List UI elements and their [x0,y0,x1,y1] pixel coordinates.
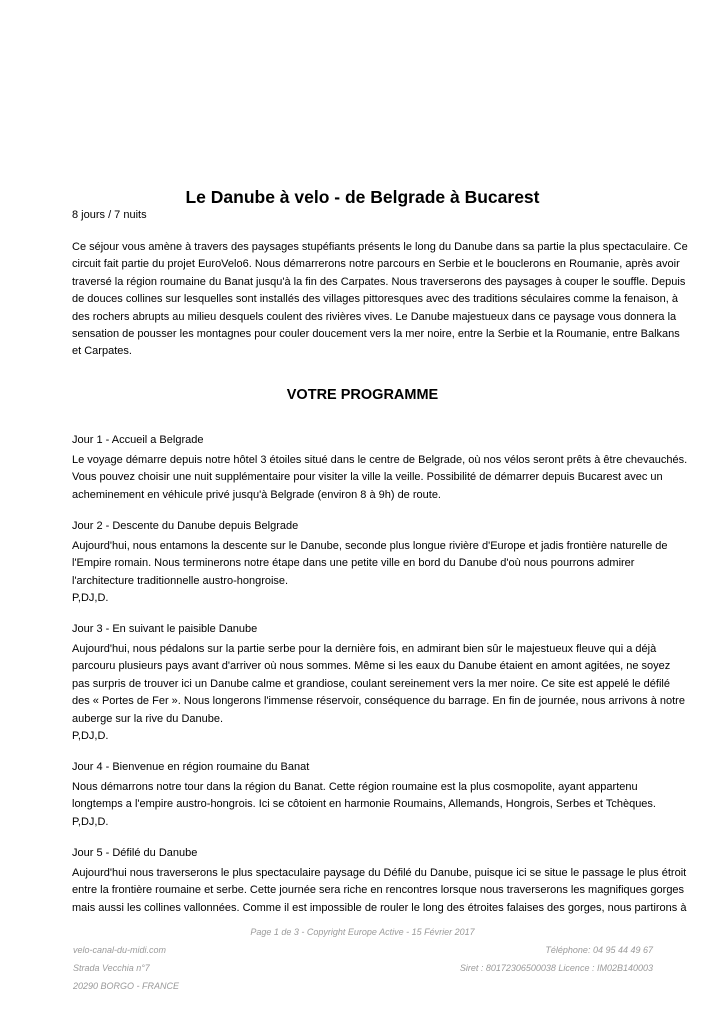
day-text-line: Nous démarrons notre tour dans la région du Banat. Cette région roumaine est la plus cosmopolite, ayant appartenu [72,781,638,793]
day-title: Jour 1 - Accueil a Belgrade [72,434,204,446]
day-text-line: P,DJ,D. [72,815,109,828]
day-text-line: l'Empire romain. Nous terminerons notre étape dans une petite ville en bord du Danube d'où nous pourrons admirer [72,557,635,570]
day-title: Jour 5 - Défilé du Danube [72,847,198,859]
intro-line: des rochers abrupts au milieu desquels coulent des rivières vives. Le Danube majestueux dans ce paysage vous donnera la [72,310,677,323]
day-text-line: P,DJ,D. [72,730,109,743]
day-5-section [72,846,692,917]
intro-line: sensation de pousser les montagnes pour couler doucement vers la mer noire, entre la Serbie et la Roumanie, entre Balkans [72,328,680,341]
trip-duration: 8 jours / 7 nuits [72,209,147,221]
footer-contact-right [460,941,653,977]
day-text-line: Aujourd'hui nous traverserons le plus spectaculaire paysage du Défilé du Danube, puisque ici se situe le passage le plus étroit [72,867,687,879]
day-title: Jour 3 - En suivant le paisible Danube [72,623,258,635]
day-2-section [72,519,692,608]
footer-phone: Téléphone: 04 95 44 49 67 [545,945,653,955]
intro-line: Ce séjour vous amène à travers des paysages stupéfiants présents le long du Danube dans sa partie la plus spectaculaire. Ce [72,241,688,253]
day-text-line: Le voyage démarre depuis notre hôtel 3 étoiles situé dans le centre de Belgrade, où nos vélos seront prêts à être chevauchés. [72,454,688,466]
day-4-section [72,760,692,831]
day-title: Jour 2 - Descente du Danube depuis Belgrade [72,520,299,532]
page-footer-info: Page 1 de 3 - Copyright Europe Active - 15 Février 2017 [250,927,475,937]
footer-address-line: Strada Vecchia n°7 [73,963,150,973]
day-text-line: P,DJ,D. [72,592,109,605]
intro-paragraph [72,239,692,361]
day-text-line: Vous pouvez choisir une nuit supplémentaire pour visiter la ville la veille. Possibilité de démarrer depuis Bucarest avec un [72,471,663,484]
footer-contact-left [73,941,179,995]
day-text-line: Aujourd'hui, nous entamons la descente sur le Danube, seconde plus longue rivière d'Europe et jadis frontière naturelle de [72,540,668,552]
day-title: Jour 4 - Bienvenue en région roumaine du Banat [72,761,310,773]
day-text-line: mais aussi les collines vallonnées. Comme il est impossible de rouler le long des étroites falaises des gorges, nous partirons à [72,901,687,914]
day-1-section [72,433,692,504]
intro-line: circuit fait partie du projet EuroVelo6. Nous démarrerons notre parcours en Serbie et le bouclerons en Roumanie, après avoir [72,258,680,271]
intro-line: et Carpates. [72,345,132,358]
footer-registration: Siret : 80172306500038 Licence : IM02B140003 [459,963,653,973]
document-title: Le Danube à velo - de Belgrade à Bucarest [185,187,540,207]
day-text-line: parcouru plusieurs pays avant d'arriver où nous sommes. Même si les eaux du Danube étaient en amont agitées, ne soyez [72,660,671,673]
day-text-line: entre la frontière roumaine et serbe. Cette journée sera riche en rencontres lorsque nous traverserons les magnifiques gorges [72,884,685,897]
intro-line: de douces collines sur lesquelles sont installés des villages pittoresques avec des traditions séculaires comme la fenaison, à [72,293,678,306]
day-text-line: des « Portes de Fer ». Nous longerons l'immense réservoir, conséquence du barrage. En fin de journée, nous arrivons à notre [72,695,685,708]
day-text-line: longtemps a l'empire austro-hongrois. Ici se côtoient en harmonie Roumains, Allemands, Hongrois, Serbes et Tchèques. [72,798,656,811]
day-text-line: pas surpris de trouver ici un Danube calme et grandiose, coulant sereinement vers la mer noire. Ce site est appelé le défilé [72,677,670,690]
footer-website: velo-canal-du-midi.com [73,945,167,955]
programme-heading: VOTRE PROGRAMME [286,387,439,403]
day-text-line: acheminement en véhicule privé jusqu'à Belgrade (environ 8 à 9h) de route. [72,488,441,501]
day-text-line: Aujourd'hui, nous pédalons sur la partie serbe pour la dernière fois, en admirant bien sûr le majestueux fleuve qui a déjà [72,643,657,655]
day-text-line: auberge sur la rive du Danube. [72,712,224,725]
day-text-line: l'architecture traditionnelle austro-hongroise. [72,574,289,587]
intro-line: traversé la région roumaine du Banat jusqu'à la fin des Carpates. Nous traverserons des paysages à couper le souffle. Depuis [72,275,686,288]
footer-address-line: 20290 BORGO - FRANCE [73,981,180,991]
day-3-section [72,622,692,745]
